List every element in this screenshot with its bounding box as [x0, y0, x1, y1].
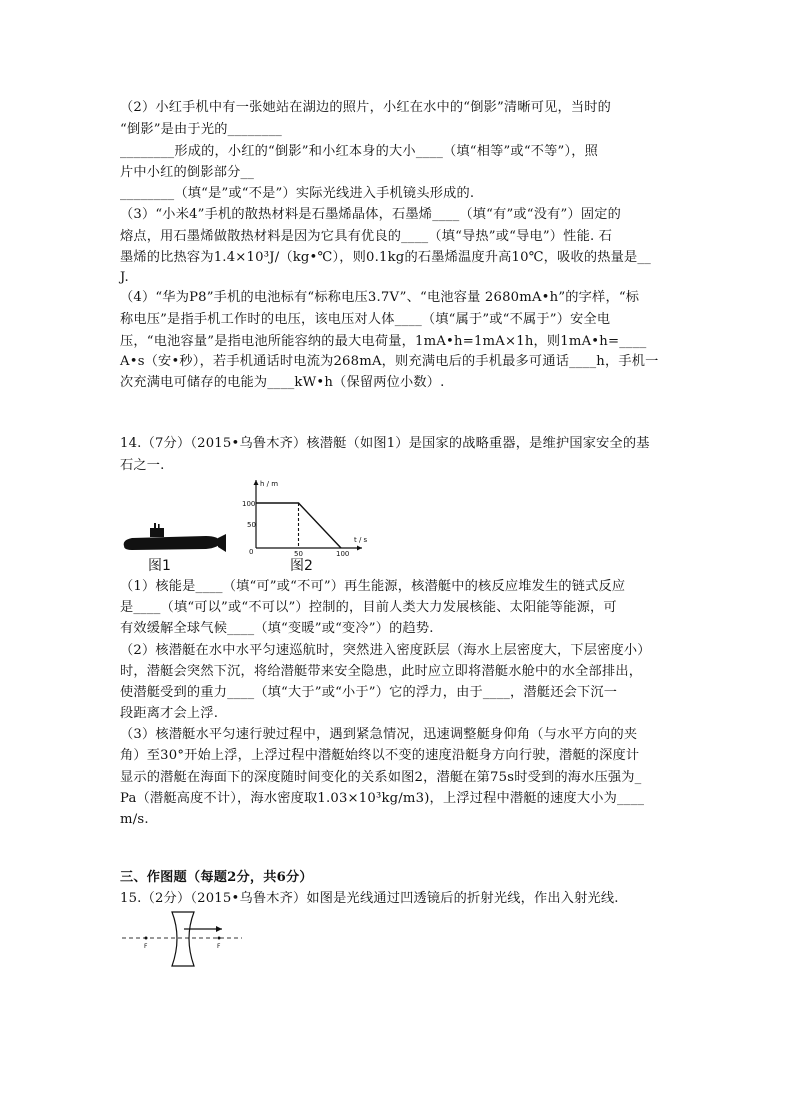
q13-p3-line-3: 墨烯的比热容为1.4×10³J/（kg•℃），则0.1kg的石墨烯温度升高10℃，吸收的热量是__ [120, 250, 651, 265]
q13-p3-line-1: （3）“小米4”手机的散热材料是石墨烯晶体，石墨烯____（填“有”或“没有”）固定的 [120, 207, 622, 222]
focal-label-right: F [217, 943, 221, 950]
x-tick-50: 50 [294, 550, 303, 558]
q13-p4-line-1: （4）“华为P8”手机的电池标有“标称电压3.7V”、“电池容量 2680mA•h”的字样，“标 [120, 290, 640, 305]
x-axis-label: t / s [354, 536, 368, 544]
concave-lens-figure [118, 908, 248, 970]
focal-point-right [218, 937, 221, 940]
q14-p1-line-3: 有效缓解全球气候____（填“变暖”或“变冷”）的趋势. [120, 621, 434, 636]
q13-p2-line-2: “倒影”是由于光的________ [120, 122, 282, 137]
x-tick-100: 100 [336, 550, 350, 558]
q13-p3-line-2: 熔点，用石墨烯做散热材料是因为它具有优良的____（填“导热”或“导电”）性能. 石 [120, 229, 613, 244]
fig1-label: 图1 [148, 558, 171, 574]
q14-p3-line-5: m/s. [120, 812, 149, 827]
q14-p2-line-4: 段距离才会上浮. [120, 706, 219, 721]
q14-p3-line-1: （3）核潜艇水平匀速行驶过程中，遇到紧急情况，迅速调整艇身仰角（与水平方向的夹 [120, 727, 638, 742]
q14-p1-line-1: （1）核能是____（填“可”或“不可”）再生能源，核潜艇中的核反应堆发生的链式反应 [120, 579, 626, 594]
q13-p2-line-1: （2）小红手机中有一张她站在湖边的照片，小红在水中的“倒影”清晰可见，当时的 [120, 100, 612, 115]
q14-p3-line-4: Pa（潜艇高度不计），海水密度取1.03×10³kg/m3)，上浮过程中潜艇的速度大小为____ [120, 791, 645, 806]
q13-p4-line-3: 压，“电池容量”是指电池所能容纳的最大电荷量，1mA•h=1mA×1h，则1mA•h=____ [120, 334, 647, 349]
y-axis-label: h / m [260, 480, 279, 488]
submarine-icon [124, 523, 226, 552]
q14-p2-line-3: 使潜艇受到的重力____（填“大于”或“小于”）它的浮力，由于____，潜艇还会下沉一 [120, 685, 618, 700]
q14-intro-line-1: 14.（7分）（2015•乌鲁木齐）核潜艇（如图1）是国家的战略重器，是维护国家安全的基 [120, 436, 650, 451]
q14-intro-line-2: 石之一. [120, 458, 165, 473]
q14-figures [118, 476, 378, 576]
y-tick-50: 50 [247, 521, 256, 529]
depth-time-graph [242, 480, 368, 558]
q14-p3-line-3: 显示的潜艇在海面下的深度随时间变化的关系如图2，潜艇在第75s时受到的海水压强为_ [120, 770, 642, 785]
q13-p4-line-5: 次充满电可储存的电能为____kW•h（保留两位小数）. [120, 375, 445, 390]
q14-p2-line-1: （2）核潜艇在水中水平匀速巡航时，突然进入密度跃层（海水上层密度大，下层密度小） [120, 643, 651, 658]
focal-label-left: F [144, 943, 148, 950]
q15-text: 15.（2分）（2015•乌鲁木齐）如图是光线通过凹透镜后的折射光线，作出入射光线. [120, 891, 619, 906]
q13-p2-line-3: ________形成的，小红的“倒影”和小红本身的大小____（填“相等”或“不等”），照 [120, 144, 599, 159]
fig2-label: 图2 [290, 558, 313, 574]
q13-p4-line-4: A•s（安•秒），若手机通话时电流为268mA，则充满电后的手机最多可通话____h，手机一 [120, 354, 659, 369]
section-3-heading: 三、作图题（每题2分，共6分） [120, 870, 313, 885]
ray-arrow-icon [216, 926, 222, 932]
q14-p3-line-2: 角）至30°开始上浮，上浮过程中潜艇始终以不变的速度沿艇身方向行驶，潜艇的深度计 [120, 748, 640, 763]
q13-p2-line-5: ________（填“是”或“不是”）实际光线进入手机镜头形成的. [120, 186, 475, 201]
q13-p4-line-2: 称电压”是指手机工作时的电压，该电压对人体____（填“属于”或“不属于”）安全电 [120, 312, 611, 327]
focal-point-left [145, 937, 148, 940]
q13-p2-line-4: 片中小红的倒影部分__ [120, 165, 255, 180]
q14-p1-line-2: 是____（填“可以”或“不可以”）控制的，目前人类大力发展核能、太阳能等能源，可 [120, 600, 617, 615]
q14-p2-line-2: 时，潜艇会突然下沉，将给潜艇带来安全隐患，此时应立即将潜艇水舱中的水全部排出， [120, 664, 643, 679]
q13-p3-line-4: J. [120, 270, 129, 285]
origin-label: 0 [249, 548, 254, 556]
concave-lens-icon [172, 912, 194, 966]
y-tick-100: 100 [242, 500, 256, 508]
